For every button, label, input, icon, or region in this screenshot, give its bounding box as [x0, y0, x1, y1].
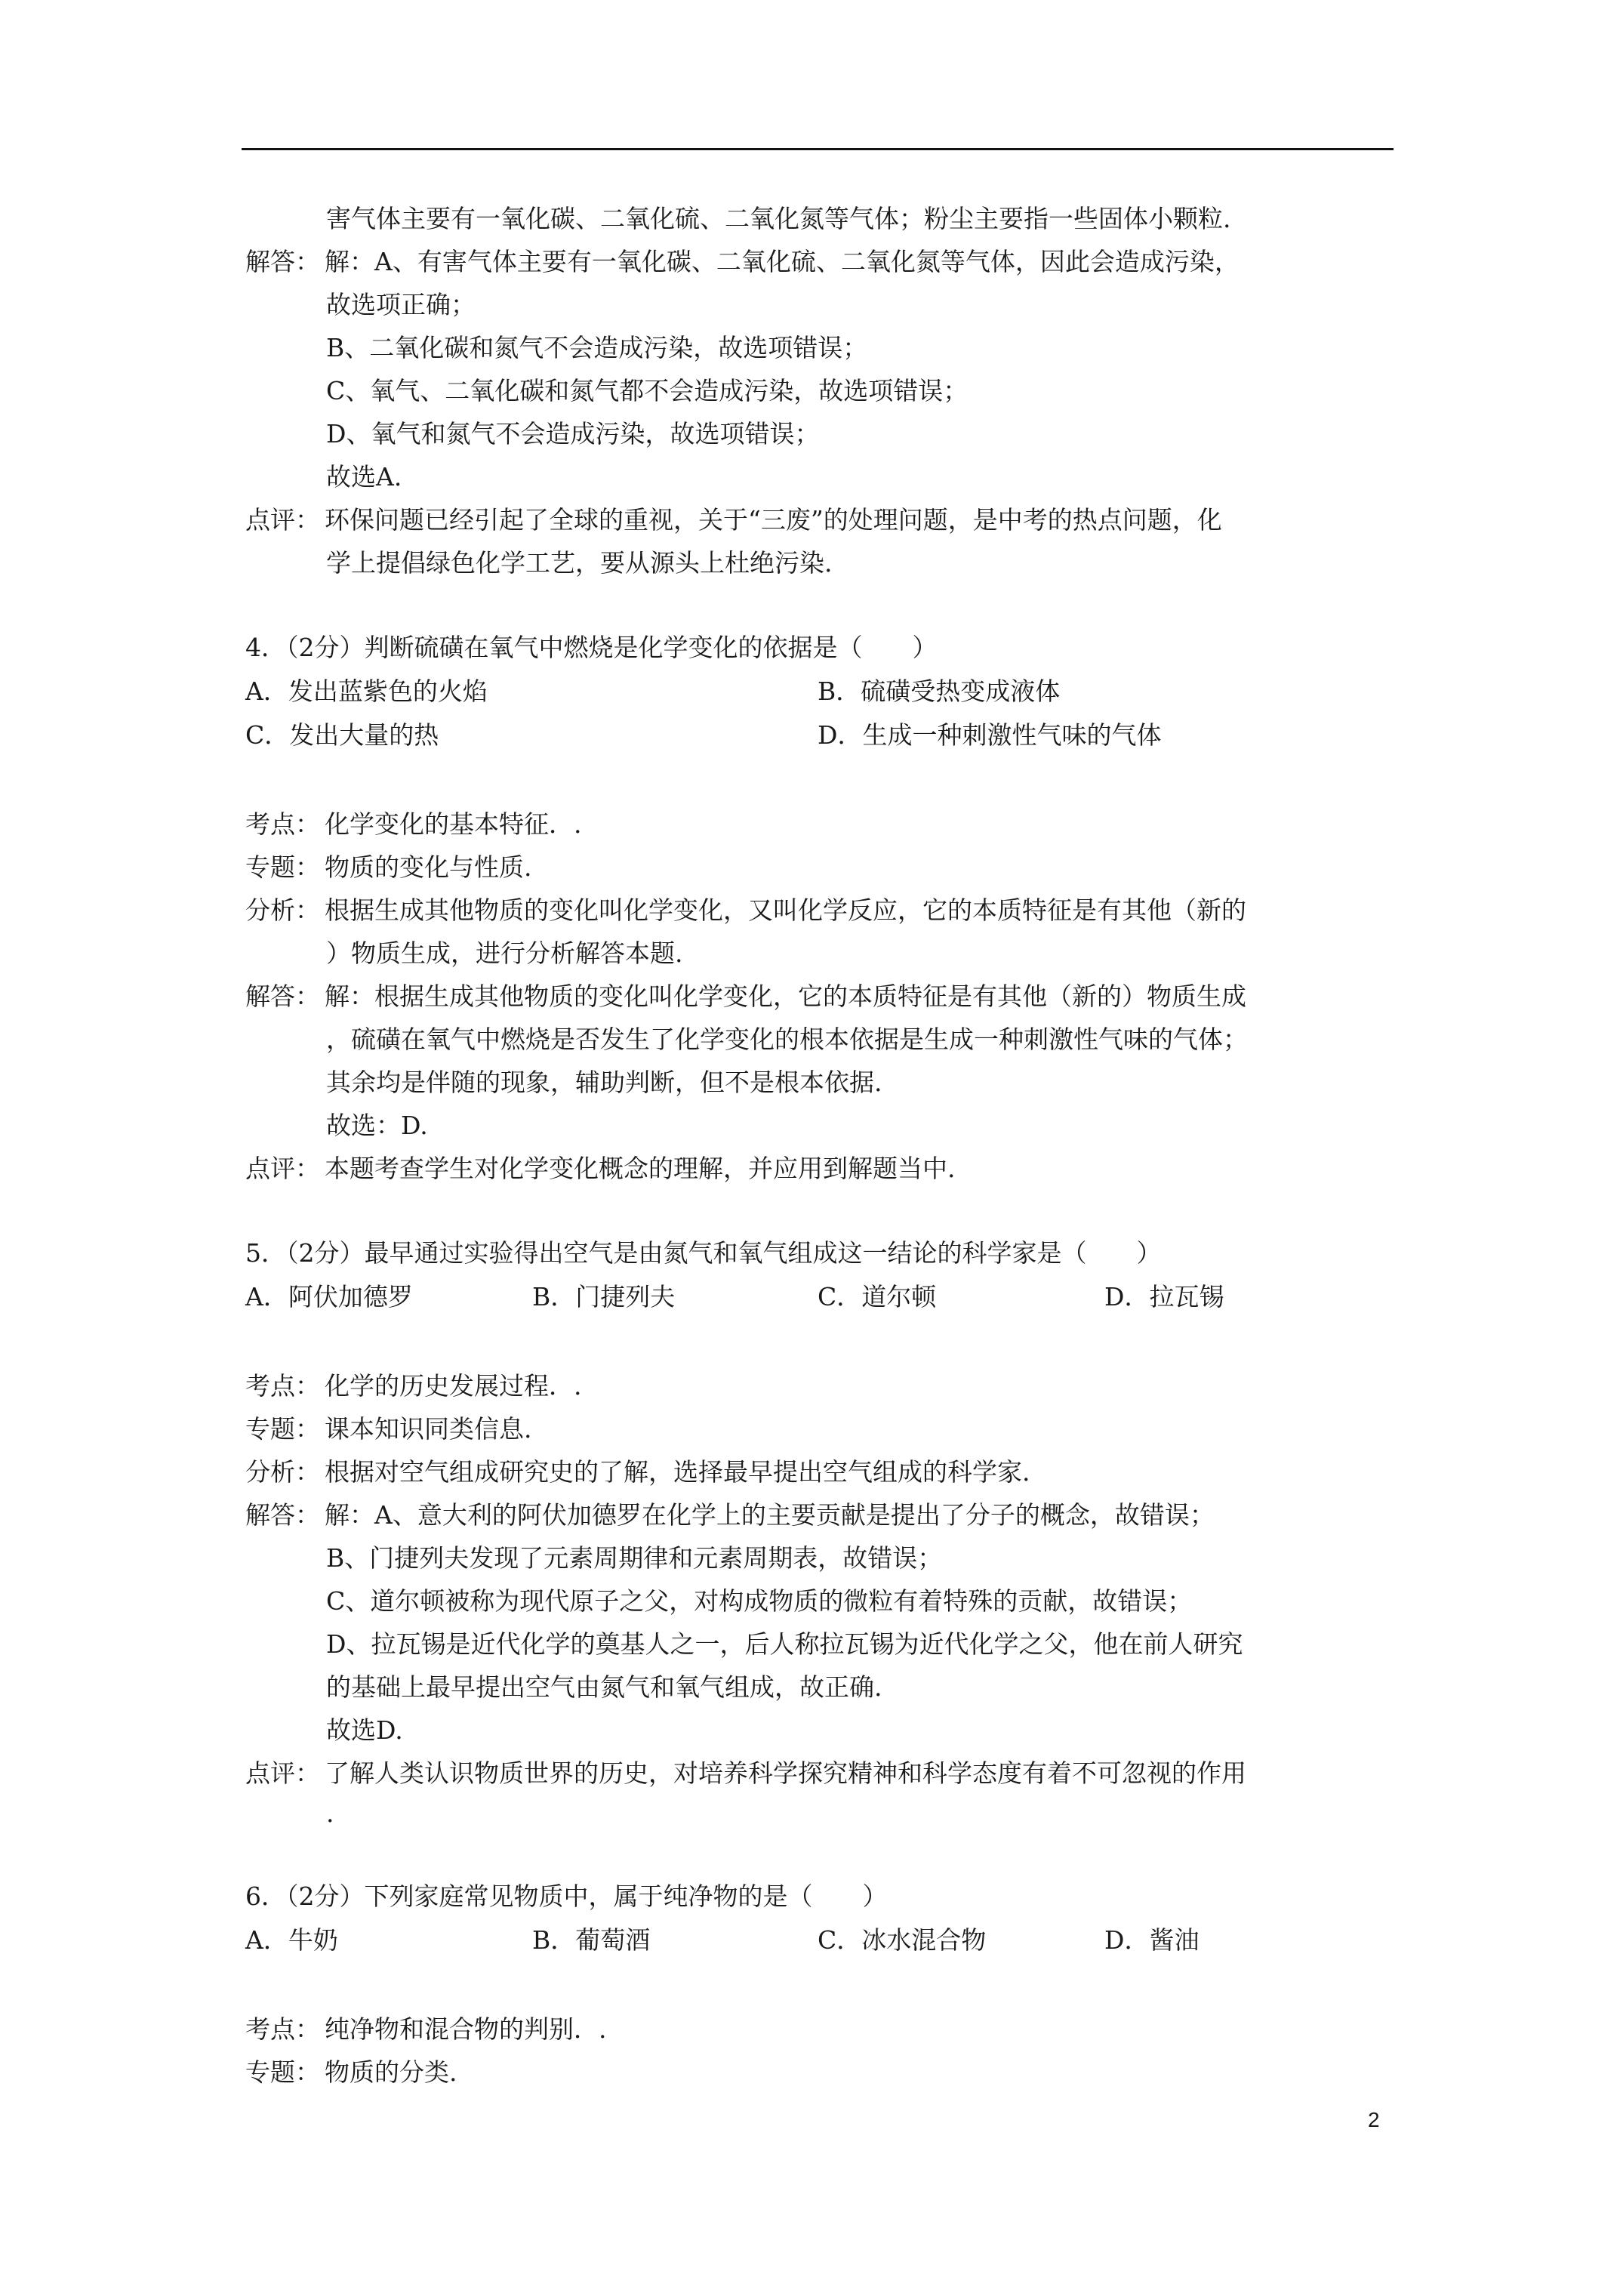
- q3-answer-line: C、氧气、二氧化碳和氮气都不会造成污染，故选项错误；: [326, 376, 969, 405]
- q4-fenxi-line: 分析： 根据生成其他物质的变化叫化学变化，又叫化学反应，它的本质特征是有其他（新的: [245, 895, 1246, 925]
- q3-answer-line: D、氧气和氮气不会造成污染，故选项错误；: [326, 419, 820, 448]
- q6-option-d: D．酱油: [1104, 1925, 1200, 1955]
- q5-answer-line: 解答： 解：A、意大利的阿伏加德罗在化学上的主要贡献是提出了分子的概念，故错误；: [245, 1500, 1215, 1530]
- q5-fenxi: 分析： 根据对空气组成研究史的了解，选择最早提出空气组成的科学家.: [245, 1457, 1030, 1487]
- answer-tag: 解答：: [245, 247, 320, 276]
- q6-option-c: C．冰水混合物: [818, 1925, 987, 1955]
- q4-stem: 4．（2分）判断硫磺在氧气中燃烧是化学变化的依据是（ ）: [245, 633, 938, 662]
- q5-comment-line: 点评： 了解人类认识物质世界的历史，对培养科学探究精神和科学态度有着不可忽视的作用: [245, 1758, 1246, 1788]
- q3-answer-line: 故选A.: [326, 462, 402, 492]
- q4-fenxi-line: ）物质生成，进行分析解答本题.: [326, 938, 683, 968]
- page-number: 2: [1368, 2108, 1380, 2131]
- q6-stem: 6．（2分）下列家庭常见物质中，属于纯净物的是（ ）: [245, 1881, 888, 1911]
- q6-option-a: A．牛奶: [245, 1925, 338, 1955]
- q4-option-c: C．发出大量的热: [245, 720, 439, 750]
- q6-kaodian: 考点： 纯净物和混合物的判别．.: [245, 2014, 607, 2044]
- q5-answer-line: B、门捷列夫发现了元素周期律和元素周期表，故错误；: [326, 1543, 943, 1573]
- q5-kaodian: 考点： 化学的历史发展过程．.: [245, 1371, 582, 1401]
- q5-answer-line: D、拉瓦锡是近代化学的奠基人之一，后人称拉瓦锡为近代化学之父，他在前人研究: [326, 1629, 1243, 1659]
- q5-option-b: B．门捷列夫: [532, 1282, 676, 1311]
- q4-option-b: B．硫磺受热变成液体: [818, 676, 1061, 706]
- q4-kaodian: 考点： 化学变化的基本特征．.: [245, 809, 582, 839]
- q5-stem: 5．（2分）最早通过实验得出空气是由氮气和氧气组成这一结论的科学家是（ ）: [245, 1238, 1162, 1268]
- q4-answer-line: 解答： 解：根据生成其他物质的变化叫化学变化，它的本质特征是有其他（新的）物质生成: [245, 982, 1246, 1011]
- q5-option-a: A．阿伏加德罗: [245, 1282, 413, 1311]
- q3-continuation: 害气体主要有一氧化碳、二氧化硫、二氧化氮等气体；粉尘主要指一些固体小颗粒.: [326, 204, 1231, 233]
- q4-answer-line: 故选：D.: [326, 1111, 428, 1140]
- q4-comment: 点评： 本题考查学生对化学变化概念的理解，并应用到解题当中.: [245, 1154, 956, 1183]
- q5-answer-line: 的基础上最早提出空气由氮气和氧气组成，故正确.: [326, 1672, 882, 1702]
- q3-answer-line: 解答： 解：A、有害气体主要有一氧化碳、二氧化硫、二氧化氮等气体，因此会造成污染，: [245, 245, 1240, 279]
- q4-answer-line: 其余均是伴随的现象，辅助判断，但不是根本依据.: [326, 1068, 882, 1097]
- q3-answer-line: B、二氧化碳和氮气不会造成污染，故选项错误；: [326, 333, 868, 362]
- q6-option-b: B．葡萄酒: [532, 1925, 651, 1955]
- q5-zhuanti: 专题： 课本知识同类信息.: [245, 1414, 532, 1444]
- q4-option-a: A．发出蓝紫色的火焰: [245, 676, 488, 706]
- q4-zhuanti: 专题： 物质的变化与性质.: [245, 852, 532, 882]
- q3-comment-line: 点评： 环保问题已经引起了全球的重视，关于“三废”的处理问题，是中考的热点问题，化: [245, 504, 1222, 537]
- q5-answer-line: C、道尔顿被称为现代原子之父，对构成物质的微粒有着特殊的贡献，故错误；: [326, 1586, 1193, 1616]
- comment-tag: 点评：: [245, 505, 320, 535]
- q3-comment-line: 学上提倡绿色化学工艺，要从源头上杜绝污染.: [326, 548, 833, 578]
- q3-answer-line: 故选项正确；: [326, 290, 476, 319]
- q5-comment-line: .: [326, 1798, 334, 1828]
- q4-option-d: D．生成一种刺激性气味的气体: [818, 720, 1162, 750]
- q6-zhuanti: 专题： 物质的分类.: [245, 2057, 457, 2087]
- q5-answer-line: 故选D.: [326, 1715, 403, 1745]
- q5-option-d: D．拉瓦锡: [1104, 1282, 1224, 1311]
- q4-answer-line: ，硫磺在氧气中燃烧是否发生了化学变化的根本依据是生成一种刺激性气味的气体；: [326, 1025, 1248, 1054]
- header-rule: [242, 148, 1394, 150]
- q5-option-c: C．道尔顿: [818, 1282, 937, 1311]
